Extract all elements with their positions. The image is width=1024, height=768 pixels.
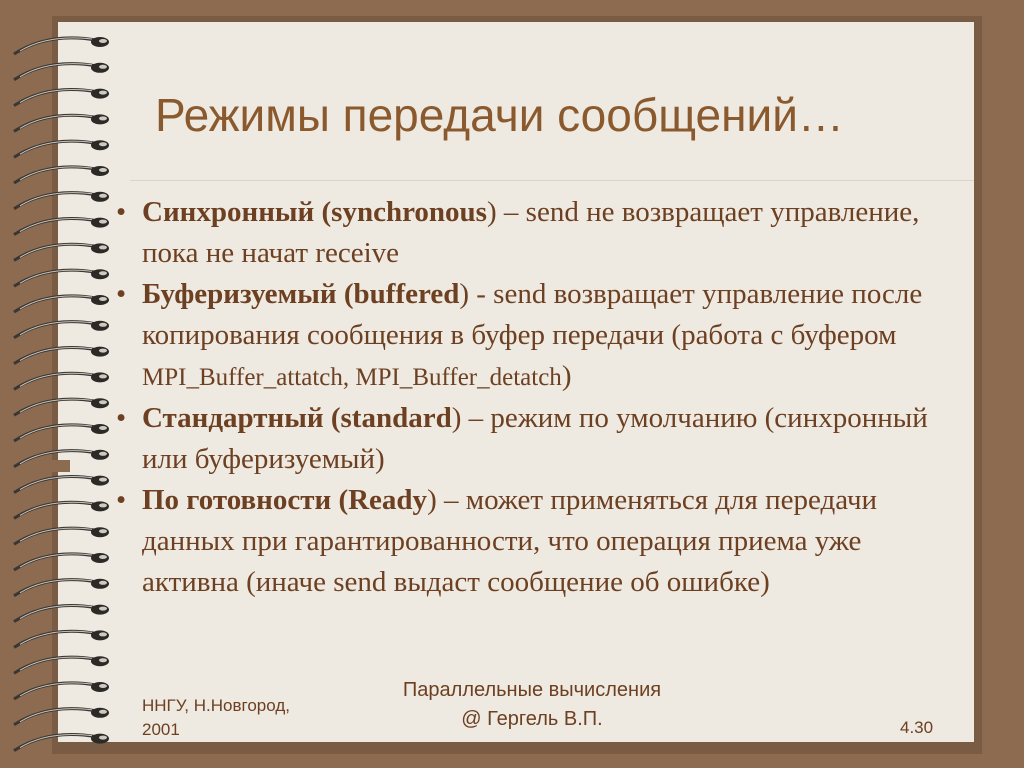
spiral-ring (14, 476, 109, 493)
spiral-ring (14, 527, 109, 544)
term-close: ) (451, 402, 462, 434)
footer-author: @ Гергель В.П. (461, 708, 603, 730)
spiral-ring (14, 37, 109, 54)
bullet-item-synchronous (112, 192, 962, 274)
spiral-ring (14, 321, 109, 338)
bullet-item-standard (112, 398, 962, 480)
bullet-text: – режим по умолчанию (синхронный или буферизуемый) (142, 402, 928, 475)
term-close: ) (427, 484, 437, 516)
spiral-ring (14, 450, 109, 467)
term-buffered: Буферизуемый (buffered (142, 278, 460, 310)
footer-course (372, 676, 692, 734)
footer-institution (142, 694, 290, 742)
spiral-ring (14, 166, 109, 183)
bullet-text: – может применяться для передачи данных при гарантированности, что операция приема уже активна (иначе send выдаст сообщение об ошибке) (142, 484, 878, 598)
spiral-ring (14, 140, 109, 157)
spiral-ring (14, 243, 109, 260)
spiral-ring (14, 398, 109, 415)
spiral-ring (14, 682, 109, 699)
bullet-item-ready (112, 480, 962, 603)
page-number: 4.30 (900, 718, 934, 737)
term-close: ) (486, 196, 497, 228)
bullet-dot-icon: • (116, 402, 127, 434)
slide-title: Режимы передачи сообщений… (155, 89, 844, 141)
spiral-ring (14, 295, 109, 312)
bullet-text-end: ) (561, 360, 572, 392)
title-divider (130, 180, 974, 181)
bullet-dot-icon: • (116, 484, 127, 516)
spiral-ring (14, 656, 109, 673)
spiral-ring (14, 605, 109, 622)
spiral-ring (14, 269, 109, 286)
spiral-ring (14, 63, 109, 80)
footer-institution-year: 2001 (142, 720, 180, 739)
bullet-item-buffered (112, 274, 962, 398)
spiral-ring (14, 501, 109, 518)
spiral-ring (14, 89, 109, 106)
spiral-ring (14, 347, 109, 364)
footer-course-title: Параллельные вычисления (402, 679, 662, 701)
spiral-ring (14, 734, 109, 751)
spiral-binding-icon (8, 30, 118, 760)
spiral-ring (14, 553, 109, 570)
slide-body (112, 192, 962, 603)
spiral-ring (14, 579, 109, 596)
term-synchronous: Синхронный (synchronous (142, 196, 487, 228)
spiral-ring (14, 218, 109, 235)
term-ready: По готовности (Ready (142, 484, 428, 516)
mpi-buffer-functions: MPI_Buffer_attatch, MPI_Buffer_detatch (142, 364, 562, 391)
spiral-ring (14, 372, 109, 389)
spiral-ring (14, 114, 109, 131)
spiral-ring (14, 192, 109, 209)
term-close: ) (459, 278, 470, 310)
spiral-ring (14, 630, 109, 647)
spiral-ring (14, 708, 109, 725)
footer-institution-line1: ННГУ, Н.Новгород, (142, 696, 290, 715)
bullet-text: – send не возвращает управление, пока не начат receive (142, 196, 920, 269)
bullet-dot-icon: • (116, 196, 127, 228)
bullet-text: - send возвращает управление после копирования сообщения в буфер передачи (работа с буфером (142, 278, 923, 351)
spiral-ring (14, 424, 109, 441)
term-standard: Стандартный (standard (142, 402, 452, 434)
bullet-dot-icon: • (116, 278, 127, 310)
